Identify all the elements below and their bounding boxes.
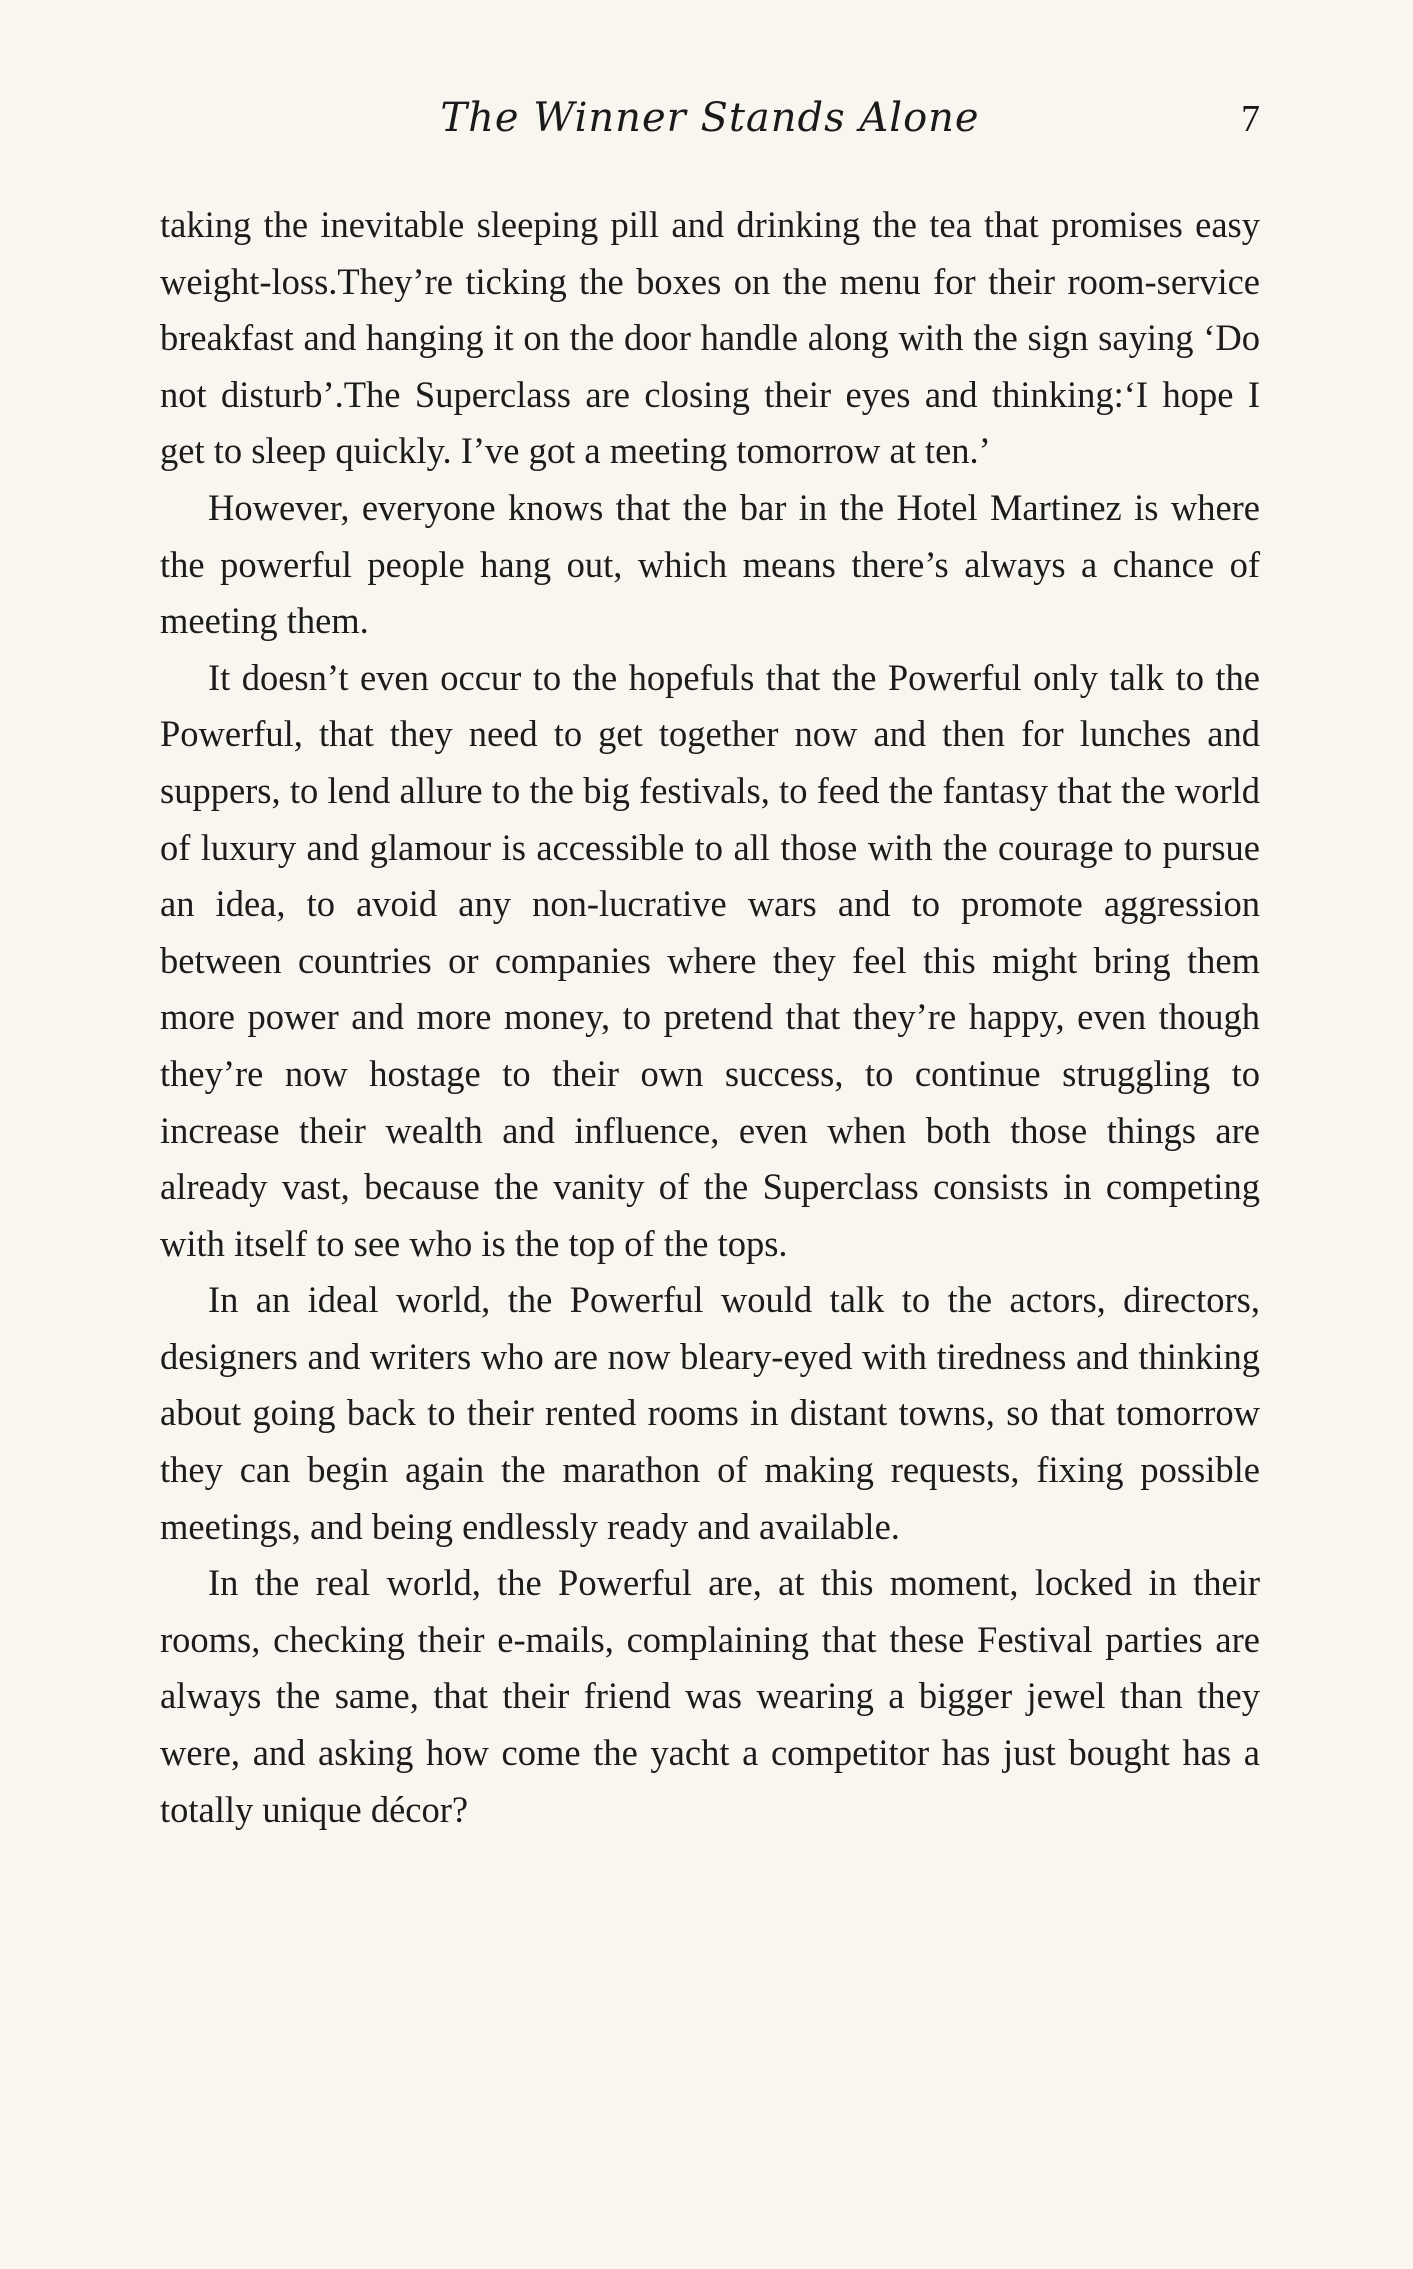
paragraph-ideal-world: In an ideal world, the Powerful would talk to the actors, directors, designers and writers who are now bleary-eyed with tiredness and thinking about going back to their rented rooms in distant towns, so that tomorrow they can begin again the marathon of making requests, fixing possible meetings, and being endlessly ready and available. — [160, 1279, 1260, 1547]
paragraph-continuation: taking the inevitable sleeping pill and drinking the tea that promises easy weight-loss.They’re ticking the boxes on the menu for their room-service breakfast and hanging it on the door handle along with the sign saying ‘Do not disturb’.The Superclass are closing their eyes and thinking:‘I hope I get to sleep quickly. I’ve got a meeting tomorrow at ten.’ — [160, 204, 1260, 472]
page-number: 7 — [1241, 98, 1260, 140]
running-head — [160, 95, 1260, 155]
running-title: The Winner Stands Alone — [440, 95, 980, 141]
body-text — [160, 197, 1260, 1838]
paragraph-hotel-martinez: However, everyone knows that the bar in the Hotel Martinez is where the powerful people hang out, which means there’s always a chance of meeting them. — [160, 486, 1260, 642]
paragraph-powerful-only: It doesn’t even occur to the hopefuls that the Powerful only talk to the Powerful, that they need to get together now and then for lunches and suppers, to lend allure to the big festivals, to feed the fantasy that the world of luxury and glamour is accessible to all those with the courage to pursue an idea, to avoid any non-lucrative wars and to promote aggression between countries or companies where they feel this might bring them more power and more money, to pretend that they’re happy, even though they’re now hostage to their own success, to continue struggling to increase their wealth and influence, even when both those things are already vast, because the vanity of the Superclass consists in competing with itself to see who is the top of the tops. — [160, 656, 1260, 1264]
paragraph-real-world: In the real world, the Powerful are, at this moment, locked in their rooms, checking their e-mails, complaining that these Festival parties are always the same, that their friend was wearing a bigger jewel than they were, and asking how come the yacht a competitor has just bought has a totally unique décor? — [160, 1562, 1260, 1830]
